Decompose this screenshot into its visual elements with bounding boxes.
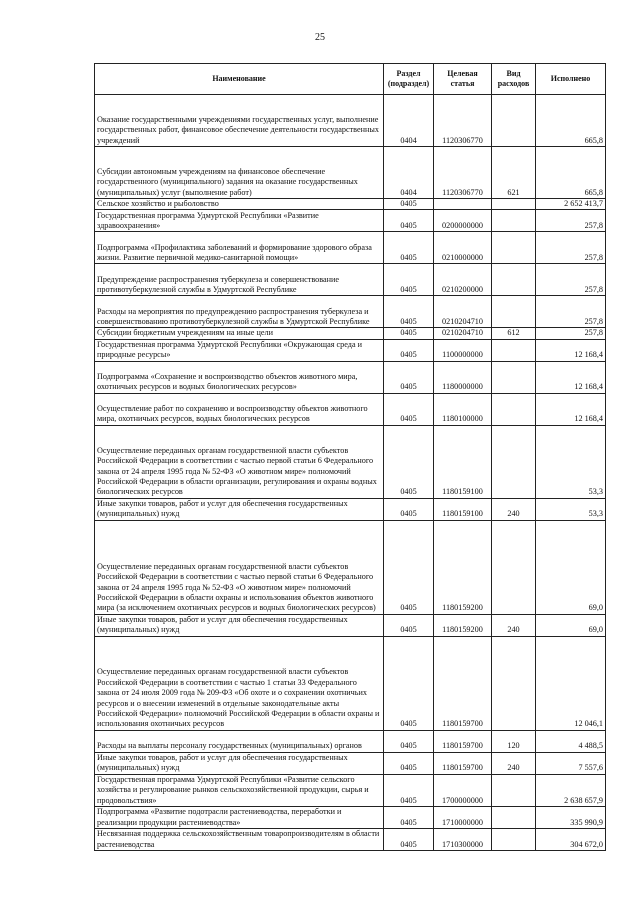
cell-expense-type	[492, 425, 536, 498]
cell-executed: 2 652 413,7	[536, 199, 606, 210]
cell-expense-type: 120	[492, 730, 536, 752]
cell-name: Подпрограмма «Сохранение и воспроизводство объектов животного мира, охотничьих ресурсов и водных биологических ресурсов»	[95, 361, 384, 393]
cell-executed: 257,8	[536, 296, 606, 328]
cell-section: 0405	[384, 498, 434, 520]
cell-expense-type	[492, 199, 536, 210]
cell-expense-type: 612	[492, 328, 536, 339]
table-row	[95, 730, 606, 752]
cell-name: Государственная программа Удмуртской Республики «Окружающая среда и природные ресурсы»	[95, 339, 384, 361]
cell-target: 0200000000	[434, 210, 492, 232]
cell-name: Осуществление работ по сохранению и воспроизводству объектов животного мира, охотничьих ресурсов, водных биологических ресурсов	[95, 393, 384, 425]
table-row	[95, 774, 606, 806]
cell-expense-type: 240	[492, 498, 536, 520]
cell-executed: 12 046,1	[536, 636, 606, 730]
cell-expense-type	[492, 774, 536, 806]
cell-name: Расходы на мероприятия по предупреждению распространения туберкулеза и совершенствованию противотуберкулезной службы в Удмуртской Республике	[95, 296, 384, 328]
header-name: Наименование	[95, 64, 384, 95]
cell-expense-type	[492, 636, 536, 730]
cell-target: 1710300000	[434, 829, 492, 851]
cell-expense-type	[492, 95, 536, 147]
cell-target: 1180159200	[434, 520, 492, 614]
cell-target: 1180159200	[434, 614, 492, 636]
cell-name: Предупреждение распространения туберкулеза и совершенствование противотуберкулезной службы в Удмуртской Республике	[95, 264, 384, 296]
cell-name: Оказание государственными учреждениями государственных услуг, выполнение государственных работ, финансовое обеспечение деятельности государственных учреждений	[95, 95, 384, 147]
table-row	[95, 210, 606, 232]
budget-table	[94, 63, 606, 851]
cell-target: 1180159700	[434, 752, 492, 774]
header-target: Целевая статья	[434, 64, 492, 95]
cell-section: 0405	[384, 393, 434, 425]
cell-section: 0405	[384, 210, 434, 232]
cell-executed: 69,0	[536, 614, 606, 636]
cell-target: 0210000000	[434, 232, 492, 264]
cell-name: Осуществление переданных органам государственной власти субъектов Российской Федерации в соответствии с частью 1 статьи 33 Федерального закона от 24 июля 2009 года № 209-ФЗ «Об охоте и о сохранении охотничьих ресурсов и о внесении изменений в отдельные законодательные акты Российской Федерации» полномочий Российской Федерации в области охраны и использования охотничьих ресурсов	[95, 636, 384, 730]
cell-name: Государственная программа Удмуртской Республики «Развитие сельского хозяйства и регулирование рынков сельскохозяйственной продукции, сырья и продовольствия»	[95, 774, 384, 806]
table-row	[95, 95, 606, 147]
cell-section: 0405	[384, 425, 434, 498]
table-row	[95, 393, 606, 425]
table-row	[95, 520, 606, 614]
cell-section: 0405	[384, 264, 434, 296]
cell-target: 1700000000	[434, 774, 492, 806]
cell-section: 0405	[384, 752, 434, 774]
cell-name: Осуществление переданных органам государственной власти субъектов Российской Федерации в соответствии с частью первой статьи 6 Федерального закона от 24 апреля 1995 года № 52-ФЗ «О животном мире» полномочий Российской Федерации в области охраны и использования объектов животного мира (за исключением охотничьих ресурсов и водных биологических ресурсов)	[95, 520, 384, 614]
cell-name: Субсидии бюджетным учреждениям на иные цели	[95, 328, 384, 339]
cell-target: 1100000000	[434, 339, 492, 361]
cell-expense-type: 240	[492, 614, 536, 636]
cell-expense-type	[492, 339, 536, 361]
table-row	[95, 328, 606, 339]
cell-target: 0210204710	[434, 328, 492, 339]
cell-executed: 7 557,6	[536, 752, 606, 774]
cell-executed: 257,8	[536, 264, 606, 296]
cell-name: Осуществление переданных органам государственной власти субъектов Российской Федерации в соответствии с частью первой статьи 6 Федерального закона от 24 апреля 1995 года № 52-ФЗ «О животном мире» полномочий Российской Федерации в области организации, регулирования и охраны водных биологических ресурсов	[95, 425, 384, 498]
cell-section: 0404	[384, 95, 434, 147]
cell-executed: 665,8	[536, 147, 606, 199]
cell-section: 0405	[384, 774, 434, 806]
cell-name: Иные закупки товаров, работ и услуг для обеспечения государственных (муниципальных) нужд	[95, 752, 384, 774]
cell-target: 1180159100	[434, 498, 492, 520]
cell-executed: 4 488,5	[536, 730, 606, 752]
cell-executed: 12 168,4	[536, 361, 606, 393]
cell-section: 0405	[384, 339, 434, 361]
cell-target	[434, 199, 492, 210]
header-section: Раздел (подраздел)	[384, 64, 434, 95]
cell-section: 0405	[384, 829, 434, 851]
cell-target: 1180159100	[434, 425, 492, 498]
cell-section: 0405	[384, 614, 434, 636]
table-row	[95, 425, 606, 498]
table-row	[95, 232, 606, 264]
cell-section: 0405	[384, 232, 434, 264]
cell-executed: 53,3	[536, 425, 606, 498]
cell-target: 1120306770	[434, 95, 492, 147]
table-row	[95, 829, 606, 851]
table-row	[95, 614, 606, 636]
table-row	[95, 636, 606, 730]
cell-section: 0405	[384, 328, 434, 339]
table-row	[95, 296, 606, 328]
cell-executed: 257,8	[536, 210, 606, 232]
table-row	[95, 264, 606, 296]
cell-expense-type	[492, 829, 536, 851]
cell-executed: 12 168,4	[536, 339, 606, 361]
header-row	[95, 64, 606, 95]
cell-target: 0210200000	[434, 264, 492, 296]
cell-executed: 335 990,9	[536, 807, 606, 829]
cell-target: 1120306770	[434, 147, 492, 199]
cell-name: Субсидии автономным учреждениям на финансовое обеспечение государственного (муниципального) задания на оказание государственных (муниципальных) услуг (выполнение работ)	[95, 147, 384, 199]
cell-name: Расходы на выплаты персоналу государственных (муниципальных) органов	[95, 730, 384, 752]
table-row	[95, 498, 606, 520]
table-row	[95, 361, 606, 393]
cell-executed: 665,8	[536, 95, 606, 147]
cell-name: Подпрограмма «Профилактика заболеваний и формирование здорового образа жизни. Развитие первичной медико-санитарной помощи»	[95, 232, 384, 264]
cell-section: 0405	[384, 730, 434, 752]
cell-expense-type	[492, 210, 536, 232]
page-number: 25	[315, 32, 325, 43]
cell-expense-type: 621	[492, 147, 536, 199]
cell-expense-type	[492, 296, 536, 328]
cell-expense-type	[492, 520, 536, 614]
cell-target: 1180000000	[434, 361, 492, 393]
cell-executed: 304 672,0	[536, 829, 606, 851]
table-row	[95, 752, 606, 774]
cell-name: Подпрограмма «Развитие подотрасли растениеводства, переработки и реализации продукции растениеводства»	[95, 807, 384, 829]
cell-executed: 69,0	[536, 520, 606, 614]
cell-name: Несвязанная поддержка сельскохозяйственным товаропроизводителям в области растениеводства	[95, 829, 384, 851]
table-row	[95, 339, 606, 361]
cell-name: Государственная программа Удмуртской Республики «Развитие здравоохранения»	[95, 210, 384, 232]
cell-executed: 2 638 657,9	[536, 774, 606, 806]
cell-section: 0404	[384, 147, 434, 199]
cell-section: 0405	[384, 807, 434, 829]
cell-expense-type	[492, 232, 536, 264]
cell-target: 0210204710	[434, 296, 492, 328]
cell-name: Иные закупки товаров, работ и услуг для обеспечения государственных (муниципальных) нужд	[95, 614, 384, 636]
cell-executed: 12 168,4	[536, 393, 606, 425]
cell-executed: 53,3	[536, 498, 606, 520]
cell-target: 1180100000	[434, 393, 492, 425]
cell-expense-type	[492, 807, 536, 829]
cell-section: 0405	[384, 296, 434, 328]
cell-target: 1180159700	[434, 730, 492, 752]
header-expense-type: Вид расходов	[492, 64, 536, 95]
cell-section: 0405	[384, 199, 434, 210]
cell-expense-type	[492, 264, 536, 296]
cell-name: Сельское хозяйство и рыболовство	[95, 199, 384, 210]
table-row	[95, 147, 606, 199]
table-row	[95, 807, 606, 829]
header-executed: Исполнено	[536, 64, 606, 95]
cell-section: 0405	[384, 520, 434, 614]
cell-expense-type	[492, 393, 536, 425]
cell-expense-type: 240	[492, 752, 536, 774]
table-row	[95, 199, 606, 210]
cell-target: 1710000000	[434, 807, 492, 829]
cell-target: 1180159700	[434, 636, 492, 730]
cell-section: 0405	[384, 636, 434, 730]
cell-name: Иные закупки товаров, работ и услуг для обеспечения государственных (муниципальных) нужд	[95, 498, 384, 520]
cell-executed: 257,8	[536, 328, 606, 339]
cell-expense-type	[492, 361, 536, 393]
cell-section: 0405	[384, 361, 434, 393]
cell-executed: 257,8	[536, 232, 606, 264]
